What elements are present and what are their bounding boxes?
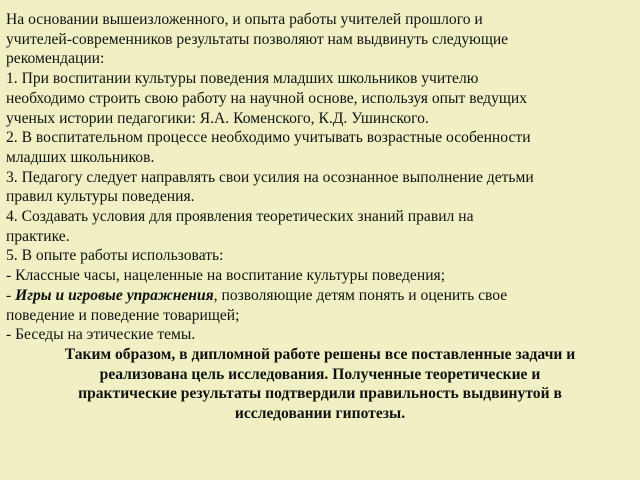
recommendation-3 — [6, 168, 634, 207]
text-line: 4. Создавать условия для проявления теоретических знаний правил на — [6, 208, 474, 226]
recommendation-2 — [6, 128, 634, 167]
text-line: практике. — [6, 227, 70, 245]
conclusion-paragraph — [6, 345, 634, 424]
text-line: На основании вышеизложенного, и опыта работы учителей прошлого и — [6, 11, 483, 28]
text-line: рекомендации: — [6, 50, 105, 68]
recommendation-4 — [6, 207, 634, 246]
text-line — [6, 286, 634, 306]
text-line: поведение и поведение товарищей; — [6, 306, 240, 324]
bullet-dash: - — [6, 286, 16, 304]
recommendation-5: 5. В опыте работы использовать: — [6, 247, 224, 265]
recommendation-1 — [6, 69, 634, 128]
text-line: младших школьников. — [6, 148, 155, 166]
conclusion-line: Таким образом, в дипломной работе решены все поставленные задачи и — [64, 345, 576, 363]
bullet-text: , позволяющие детям понять и оценить свое — [213, 286, 508, 304]
bullet-conversations: - Беседы на этические темы. — [6, 326, 196, 344]
text-line: учителей-современников результаты позволяют нам выдвинуть следующие — [6, 30, 509, 48]
text-line: ученых истории педагогики: Я.А. Коменского, К.Д. Ушинского. — [6, 109, 429, 127]
emphasis-text: Игры и игровые упражнения — [15, 286, 214, 304]
intro-paragraph — [6, 10, 634, 69]
text-line: 1. При воспитании культуры поведения младших школьников учителю — [6, 70, 479, 88]
text-line: 3. Педагогу следует направлять свои усилия на осознанное выполнение детьми — [6, 168, 534, 186]
conclusion-line: реализована цель исследования. Полученные теоретические и — [99, 365, 541, 383]
text-line: необходимо строить свою работу на научной основе, используя опыт ведущих — [6, 89, 528, 107]
text-line: 2. В воспитательном процессе необходимо учитывать возрастные особенности — [6, 129, 531, 147]
conclusion-line: исследовании гипотезы. — [234, 405, 406, 423]
bullet-class-hours: - Классные часы, нацеленные на воспитание культуры поведения; — [6, 267, 446, 285]
text-line: правил культуры поведения. — [6, 188, 195, 206]
conclusion-line: практические результаты подтвердили правильность выдвинутой в — [78, 385, 562, 403]
bullet-games — [6, 286, 634, 325]
